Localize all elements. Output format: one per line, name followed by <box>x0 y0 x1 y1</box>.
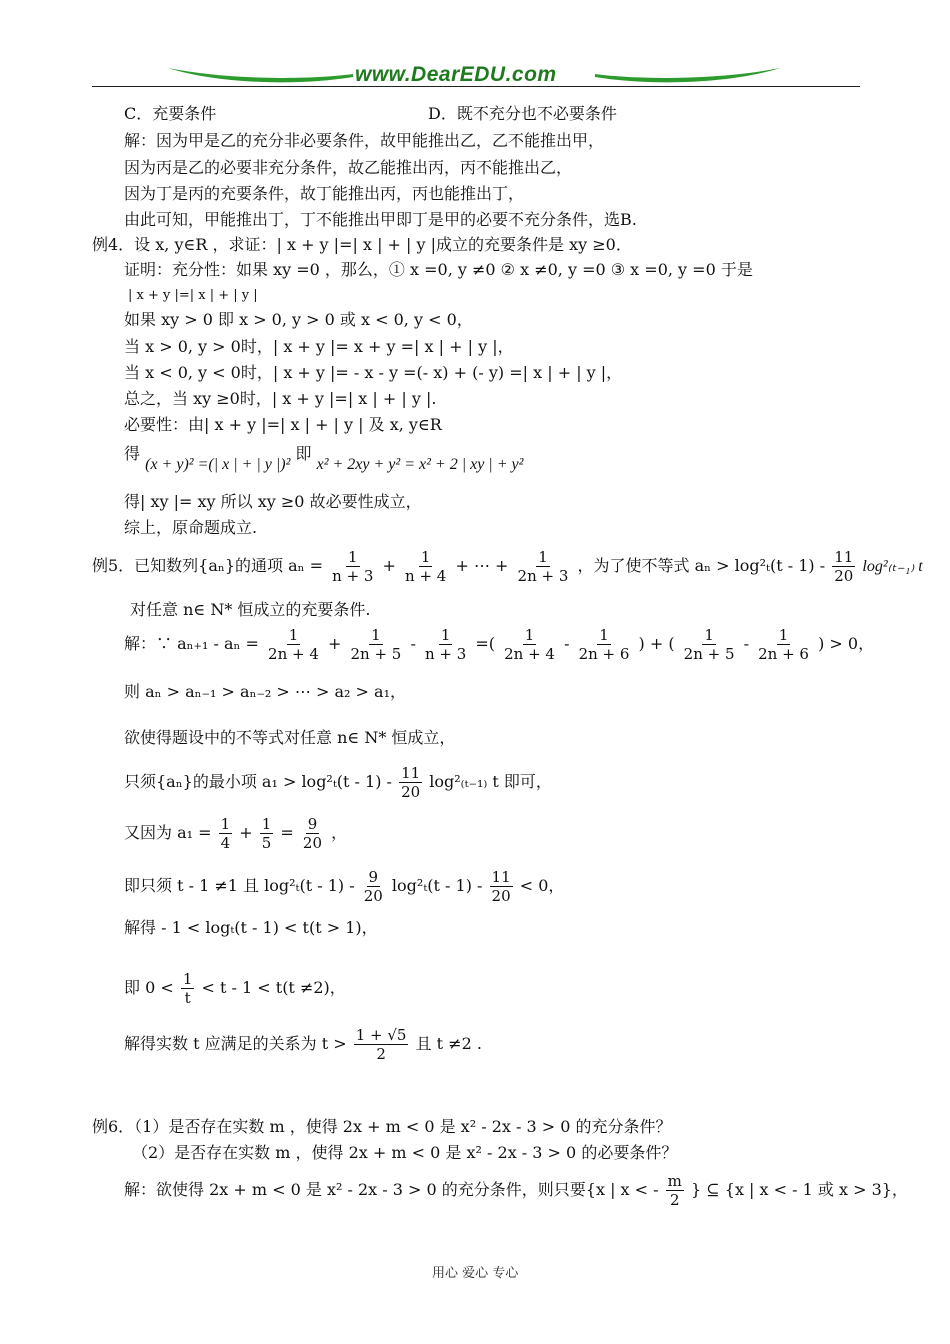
operator: - <box>410 634 416 653</box>
fraction-denominator: 20 <box>302 834 323 852</box>
ex5-solution-line <box>124 1026 482 1063</box>
fraction <box>219 815 233 852</box>
operator: ) <box>818 634 825 653</box>
ex6-line: （2）是否存在实数 m ，使得 2x + m < 0 是 x² - 2x - 3 > 0 的必要条件？ <box>132 1143 678 1162</box>
header-rule <box>92 86 860 87</box>
fraction-denominator: 2n + 3 <box>517 567 569 585</box>
ex5-text: log²₍ₜ₋₁₎ t <box>862 558 923 575</box>
fraction <box>403 548 448 585</box>
ex6-text: 解：欲使得 2x + m < 0 是 x² - 2x - 3 > 0 的充分条件，则只要{x | x < - <box>124 1180 659 1199</box>
ex4-proof-line: 当 x < 0, y < 0时，| x + y |= - x - y =(- x) + (- y) =| x | + | y |， <box>124 363 623 382</box>
fraction-denominator: 5 <box>261 834 272 852</box>
fraction <box>399 764 422 801</box>
fraction <box>349 626 404 663</box>
fraction <box>756 626 811 663</box>
operator: ) + ( <box>638 634 675 653</box>
fraction-numerator: 1 <box>288 626 299 644</box>
ex5-text: 只须{aₙ}的最小项 a₁ > log²ₜ(t - 1) - <box>124 772 392 791</box>
fraction-numerator: 1 <box>538 548 548 566</box>
ex5-text: > 0， <box>829 634 875 653</box>
ex4-proof-line: 必要性：由| x + y |=| x | + | y | 及 x, y∈R <box>124 415 442 434</box>
fraction-denominator: 2n + 4 <box>504 645 555 663</box>
fraction-denominator: 2n + 4 <box>268 645 319 663</box>
fraction-numerator: 11 <box>401 764 421 782</box>
fraction <box>682 626 737 663</box>
ex5-line: 对任意 n∈ N* 恒成立的充要条件. <box>130 600 371 619</box>
ex5-solution-line <box>124 868 564 905</box>
fraction-numerator: 9 <box>368 868 379 886</box>
fraction-denominator: n + 3 <box>332 567 374 585</box>
fraction <box>666 1172 684 1209</box>
ex5-text: ，为了使不等式 aₙ > log²ₜ(t - 1) - <box>577 556 826 575</box>
fraction <box>181 970 195 1007</box>
ex5-solution-line <box>124 764 552 801</box>
fraction-denominator: n + 4 <box>405 567 447 585</box>
example-5-title <box>92 548 923 585</box>
solution-line: 因为丙是乙的必要非充分条件，故乙能推出丙，丙不能推出乙， <box>124 158 573 177</box>
ex4-proof-line: 证明：充分性：如果 xy =0 ，那么，① x =0, y ≠0 ② x ≠0, y =0 ③ x =0, y =0 于是 <box>124 260 753 279</box>
option-c: C．充要条件 <box>124 104 217 123</box>
ex4-text: 得 <box>124 444 141 463</box>
fraction <box>490 868 513 905</box>
fraction-denominator: 20 <box>491 887 511 905</box>
fraction-denominator: 2n + 6 <box>578 645 630 663</box>
ex5-text: 又因为 a₁ = <box>124 823 212 842</box>
fraction-denominator: 2 <box>670 1191 680 1209</box>
fraction-denominator: t <box>184 989 191 1007</box>
fraction-numerator: 1 <box>261 815 272 833</box>
solution-line: 由此可知，甲能推出丁，丁不能推出甲即丁是甲的必要不充分条件，选B. <box>124 210 637 229</box>
fraction-denominator: 4 <box>220 834 231 852</box>
ex5-solution-line <box>124 815 347 852</box>
fraction-numerator: 1 <box>440 626 451 644</box>
solution-line: 因为丁是丙的充要条件，故丁能推出丙，丙也能推出丁， <box>124 184 525 203</box>
fraction-numerator: 11 <box>834 548 854 566</box>
ex4-equation: (x + y)² =(| x | + | y |)² <box>145 456 291 473</box>
ex4-proof-line <box>124 444 524 473</box>
operator: - <box>743 634 750 653</box>
fraction-denominator: 2n + 6 <box>758 645 809 663</box>
example-6-title: 例6．（1）是否存在实数 m ，使得 2x + m < 0 是 x² - 2x - 3 > 0 的充分条件？ <box>92 1117 672 1136</box>
fraction-numerator: 1 <box>599 626 609 644</box>
ex4-proof-line: 当 x > 0, y > 0时，| x + y |= x + y =| x | + | y |， <box>124 337 514 356</box>
ex4-equation: x² + 2xy + y² = x² + 2 | xy | + y² <box>316 456 524 473</box>
fraction <box>832 548 855 585</box>
solution-line: 解：因为甲是乙的充分非必要条件，故甲能推出乙，乙不能推出甲， <box>124 131 605 150</box>
ex4-proof-line: 总之，当 xy ≥0时，| x + y |=| x | + | y |. <box>124 389 437 408</box>
ex5-solution-line: 解得 - 1 < logₜ(t - 1) < t(t > 1)， <box>124 918 378 937</box>
fraction-denominator: 20 <box>401 783 421 801</box>
ex5-text: 解：∵ aₙ₊₁ - aₙ = <box>124 634 259 653</box>
operator: ( <box>488 634 496 653</box>
ex4-proof-line: 综上，原命题成立. <box>124 518 258 537</box>
operator: + ⋯ + <box>455 556 509 575</box>
ex5-text: log²₍ₜ₋₁₎ t 即可， <box>429 772 552 791</box>
ex5-text: < t - 1 < t(t ≠2)， <box>201 978 346 997</box>
fraction <box>516 548 571 585</box>
fraction-numerator: 1 <box>348 548 358 566</box>
fraction <box>354 1026 409 1063</box>
ex5-text: 例5．已知数列{aₙ}的通项 aₙ = <box>92 556 324 575</box>
fraction <box>577 626 632 663</box>
ex5-text: 即只须 t - 1 ≠1 且 log²ₜ(t - 1) - <box>124 876 355 895</box>
ex5-solution-line: 欲使得题设中的不等式对任意 n∈ N* 恒成立， <box>124 728 456 747</box>
fraction-denominator: 2n + 5 <box>683 645 735 663</box>
fraction-denominator: 2n + 5 <box>350 645 402 663</box>
example-4-title: 例4．设 x, y∈R ，求证：| x + y |=| x | + | y |成立的充要条件是 xy ≥0． <box>92 235 632 254</box>
fraction-numerator: m <box>667 1172 682 1190</box>
operator: - <box>564 634 570 653</box>
ex5-solution-line <box>124 970 346 1007</box>
ex5-solution-line <box>124 626 874 663</box>
operator: = <box>280 823 294 842</box>
ex6-text: } ⊆ {x | x < - 1 或 x > 3}， <box>691 1180 908 1199</box>
fraction <box>362 868 385 905</box>
ex4-proof-line: 得| xy |= xy 所以 xy ≥0 故必要性成立， <box>124 492 422 511</box>
operator: + <box>328 634 342 653</box>
fraction-numerator: 1 + √5 <box>355 1026 407 1044</box>
fraction <box>301 815 324 852</box>
fraction-denominator: 20 <box>834 567 854 585</box>
fraction-numerator: 1 <box>420 548 431 566</box>
ex5-text: 即 0 < <box>124 978 174 997</box>
ex4-proof-line: 如果 xy > 0 即 x > 0, y > 0 或 x < 0, y < 0， <box>124 310 473 329</box>
fraction <box>330 548 375 585</box>
fraction-numerator: 1 <box>371 626 381 644</box>
operator: = <box>475 634 489 653</box>
fraction-denominator: 20 <box>363 887 383 905</box>
fraction <box>260 815 274 852</box>
fraction <box>266 626 321 663</box>
ex5-text: 且 t ≠2 . <box>415 1034 482 1053</box>
fraction-numerator: 1 <box>220 815 231 833</box>
fraction-denominator: 2 <box>376 1045 386 1063</box>
ex4-proof-line: | x + y |=| x | + | y | <box>128 288 258 303</box>
fraction-numerator: 9 <box>307 815 318 833</box>
ex5-solution-line: 则 aₙ > aₙ₋₁ > aₙ₋₂ > ⋯ > a₂ > a₁， <box>124 682 406 701</box>
ex5-text: log²ₜ(t - 1) - <box>391 876 483 895</box>
operator: + <box>239 823 253 842</box>
page-footer: 用心 爱心 专心 <box>432 1266 519 1281</box>
ex5-text: < 0， <box>519 876 565 895</box>
fraction-denominator: n + 3 <box>424 645 467 663</box>
ex4-text: 即 <box>295 444 312 463</box>
operator: + <box>382 556 396 575</box>
fraction <box>423 626 468 663</box>
fraction-numerator: 1 <box>778 626 789 644</box>
option-d: D．既不充分也不必要条件 <box>428 104 617 123</box>
site-url-logo: www.DearEDU.com <box>355 63 557 86</box>
ex5-text: 解得实数 t 应满足的关系为 t > <box>124 1034 347 1053</box>
fraction-numerator: 1 <box>182 970 193 988</box>
fraction-numerator: 1 <box>704 626 714 644</box>
fraction-numerator: 11 <box>491 868 511 886</box>
ex5-text: ， <box>331 823 348 842</box>
fraction <box>502 626 557 663</box>
fraction-numerator: 1 <box>524 626 535 644</box>
ex6-line <box>124 1172 908 1209</box>
